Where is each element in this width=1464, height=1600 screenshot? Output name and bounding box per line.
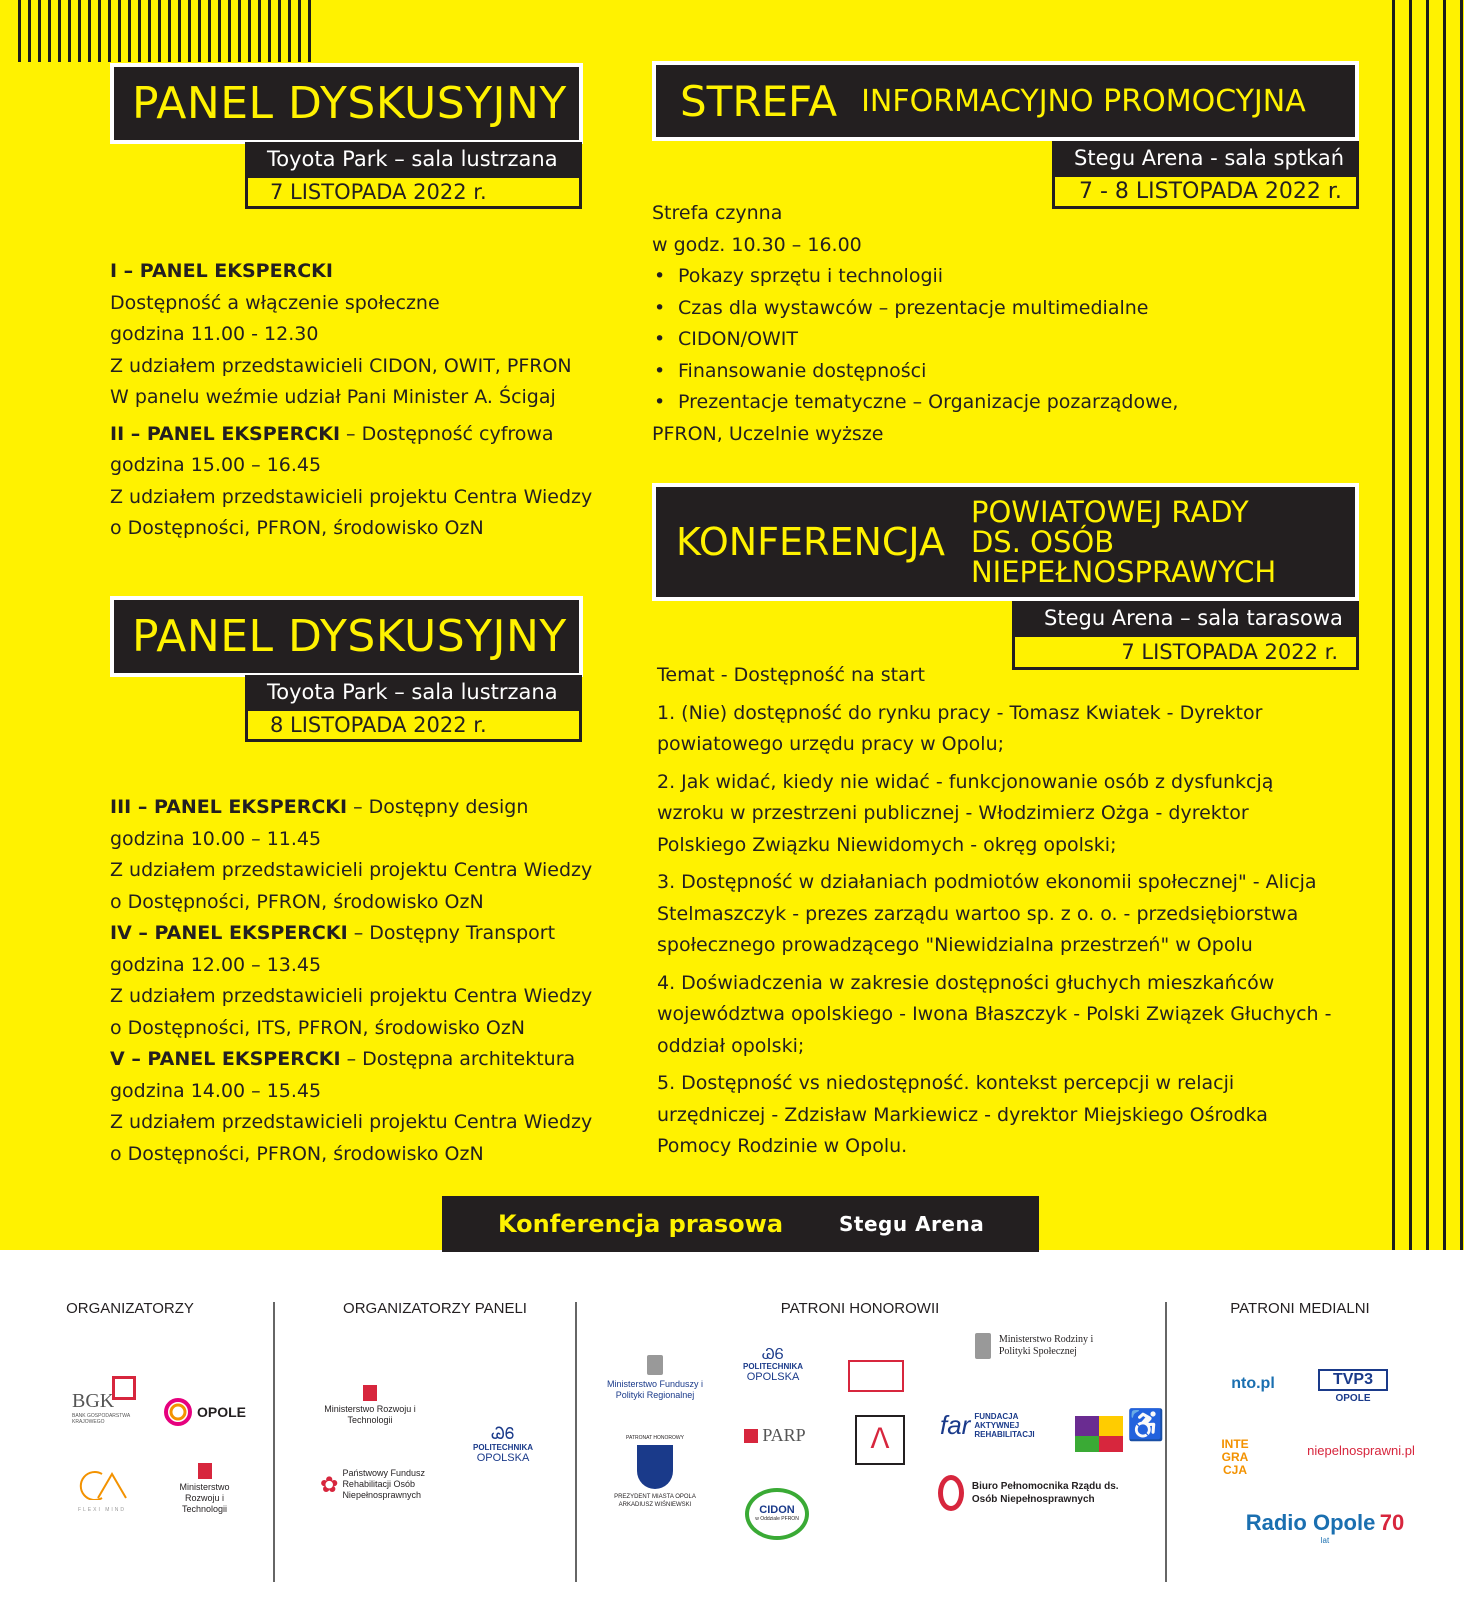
top-left-stripes [18,0,311,62]
strefa-subtitle: INFORMACYJNO PROMOCYJNA [861,83,1306,119]
footer-organizatorzy-paneli: ORGANIZATORZY PANELI [343,1300,527,1317]
konf-topic: Temat - Dostępność na start [657,664,925,686]
honorary-logo-figure [855,1415,905,1465]
footer-patroni-honorowi: PATRONI HONOROWII [780,1300,940,1317]
eagle-icon [975,1333,991,1359]
strefa-line: w godz. 10.30 – 16.00 [652,233,862,256]
niepelnosprawni-logo: niepelnosprawni.pl [1307,1443,1415,1458]
flexi-mind-icon [74,1470,130,1500]
mrit-logo-2: Ministerstwo Rozwoju i Technologii [320,1385,420,1426]
konf-venue: Stegu Arena – sala tarasowa [1012,601,1359,634]
panel1-heading-1: I – PANEL EKSPERCKI [110,260,333,282]
eagle-icon [363,1385,377,1401]
strefa-line: Strefa czynna [652,202,783,224]
far-icon: far [940,1410,971,1440]
strefa-title-box [652,61,1359,141]
politechnika-opolska-logo-1: ᏊᏮ POLITECHNIKA OPOLSKA [468,1427,538,1464]
puzzle-wheelchair-logo [1075,1408,1165,1452]
panel1-line: godzina 15.00 – 16.45 [110,454,322,476]
footer-divider [575,1302,577,1582]
konf-date: 7 LISTOPADA 2022 r. [1012,634,1359,670]
far-logo: far FUNDACJA AKTYWNEJ REHABILITACJI [940,1410,1035,1440]
biuro-pelnomocnika-logo: Biuro Pełnomocnika Rządu ds. Osób Niepełnosprawnych [938,1475,1138,1511]
pfron-logo: ✿ Państwowy Fundusz Rehabilitacji Osób Niepełnosprawnych [320,1468,425,1500]
konf-item-2: 2. Jak widać, kiedy nie widać - funkcjonowanie osób z dysfunkcją wzroku w przestrzeni publicznej - Włodzimierz Ożga - dyrektor Polskiego Związku Niewidomych - okręg opolski; [657,770,1274,856]
panel2-heading-5: V – PANEL EKSPERCKI – Dostępna architektura [110,1048,576,1070]
flexi-mind-logo: FLEXI MIND [72,1470,132,1516]
panel1-date: 7 LISTOPADA 2022 r. [245,175,582,209]
press-conference-bar [442,1196,1039,1252]
strefa-details [652,198,1272,450]
konf-title: KONFERENCJA [676,520,945,564]
panel2-venue: Toyota Park – sala lustrzana [245,675,582,708]
nto-logo: nto.pl [1231,1375,1275,1392]
integracja-logo: INTE GRA CJA [1221,1437,1249,1477]
eagle-icon [198,1463,212,1479]
politechnika-opolska-logo-2: ᏊᏮ POLITECHNIKA OPOLSKA [738,1347,808,1383]
konf-item-4: 4. Doświadczenia w zakresie dostępności głuchych mieszkańców województwa opolskiego - Iwona Błaszczyk - Polski Związek Głuchych - oddział opolski; [657,971,1332,1057]
tulip-icon: ✿ [320,1471,339,1497]
strefa-bullet: • Pokazy sprzętu i technologii [652,261,1272,293]
panel2-title: PANEL DYSKUSYJNY [110,596,583,677]
footer-divider [273,1302,275,1582]
strefa-bullet: • CIDON/OWIT [652,324,1272,356]
panel1-line: W panelu weźmie udział Pani Minister A. Ścigaj [110,386,556,408]
strefa-title: STREFA [680,76,838,126]
parp-icon [744,1429,758,1443]
mrit-logo-1: Ministerstwo Rozwoju i Technologii [162,1463,247,1515]
right-vertical-stripes [1392,0,1463,1250]
po-icon: ᏊᏮ [762,1346,784,1363]
panel1-line: Z udziałem przedstawicieli projektu Centra Wiedzy [110,485,593,508]
konf-item-3: 3. Dostępność w działaniach podmiotów ekonomii społecznej" - Alicja Stelmaszczyk - prezes zarządu wartoo sp. z o. o. - przedsiębiorstwa społecznego prowadzącego "Niewidzialna przestrzeń" w Opolu [657,871,1317,956]
panel2-line: Z udziałem przedstawicieli projektu Centra Wiedzy [110,1111,593,1133]
panel2-line: o Dostępności, PFRON, środowisko OzN [110,1142,484,1165]
strefa-line: PFRON, Uczelnie wyższe [652,422,884,445]
footer-organizatorzy: ORGANIZATORZY [66,1300,194,1317]
panel1-line: o Dostępności, PFRON, środowisko OzN [110,517,484,539]
konf-details [657,660,1332,1169]
mfipr-logo: Ministerstwo Funduszy i Polityki Regionalnej [605,1355,705,1401]
konf-subtitle: POWIATOWEJ RADY DS. OSÓB NIEPEŁNOSPRAWYCH [970,495,1277,589]
footer-patroni-medialni: PATRONI MEDIALNI [1230,1300,1370,1317]
wheelchair-icon: ♿ [1127,1409,1165,1442]
panel1-line: Dostępność a włączenie społeczne [110,291,440,314]
panel1-line: Z udziałem przedstawicieli CIDON, OWIT, PFRON [110,354,572,377]
strefa-date: 7 - 8 LISTOPADA 2022 r. [1052,174,1359,209]
panel2-heading-4: IV – PANEL EKSPERCKI – Dostępny Transport [110,922,556,944]
konf-item-1: 1. (Nie) dostępność do rynku pracy - Tomasz Kwiatek - Dyrektor powiatowego urzędu pracy w Opolu; [657,701,1263,755]
opole-rainbow-icon [163,1397,193,1427]
strefa-bullet: • Czas dla wystawców – prezentacje multimedialne [652,293,1272,325]
panel2-heading-3: III – PANEL EKSPERCKI – Dostępny design [110,796,529,818]
panel2-line: godzina 12.00 – 13.45 [110,953,322,976]
footer-divider [1165,1302,1167,1582]
konf-item-5: 5. Dostępność vs niedostępność. kontekst percepcji w relacji urzędniczej - Zdzisław Markiewicz - dyrektor Miejskiego Ośrodka Pomocy Rodzinie w Opolu. [657,1072,1268,1157]
panel2-line: Z udziałem przedstawicieli projektu Centra Wiedzy [110,859,593,881]
strefa-bullet: • Prezentacje tematyczne – Organizacje pozarządowe, [652,387,1272,419]
panel1-details [110,256,620,545]
panel1-line: godzina 11.00 - 12.30 [110,323,319,345]
cidon-logo: CIDON w Oddziale PFRON [745,1488,809,1540]
panel2-date: 8 LISTOPADA 2022 r. [245,708,582,742]
panel1-venue: Toyota Park – sala lustrzana [245,142,582,175]
eagle-icon [647,1355,663,1375]
konf-title-box [652,483,1359,601]
tvp3-logo: TVP3 OPOLE [1318,1369,1388,1404]
panel2-details [110,792,630,1170]
parp-logo: PARP [730,1425,820,1446]
panel1-heading-2: II – PANEL EKSPERCKI – Dostępność cyfrowa [110,422,554,445]
panel2-line: godzina 10.00 – 11.45 [110,827,322,850]
panel2-line: o Dostępności, ITS, PFRON, środowisko OzN [110,1016,526,1039]
figure-icon: ᐱ [870,1423,890,1454]
press-label: Konferencja prasowa [498,1210,784,1238]
bgk-logo: BGK BANK GOSPODARSTWA KRAJOWEGO [72,1390,152,1425]
panel1-title: PANEL DYSKUSYJNY [110,63,583,144]
prezydent-opola-logo: PATRONAT HONOROWY PREZYDENT MIASTA OPOLA ARKADIUSZ WIŚNIEWSKI [614,1435,696,1508]
strefa-bullets [652,261,1272,419]
strefa-bullet: • Finansowanie dostępności [652,356,1272,388]
honorary-logo-red [848,1360,904,1392]
opole-logo: OPOLE [163,1397,248,1427]
panel2-line: Z udziałem przedstawicieli projektu Centra Wiedzy [110,985,593,1007]
press-venue: Stegu Arena [839,1212,985,1236]
radio-opole-logo: Radio Opole 70 lat [1245,1510,1405,1545]
mrips-logo: Ministerstwo Rodziny i Polityki Społecznej [975,1333,1125,1359]
opole-coat-of-arms-icon [637,1445,673,1489]
panel2-line: o Dostępności, PFRON, środowisko OzN [110,890,484,913]
panel2-line: godzina 14.00 – 15.45 [110,1079,322,1102]
strefa-venue: Stegu Arena - sala sptkań [1052,141,1359,174]
biuro-icon [938,1475,964,1511]
po-icon: ᏊᏮ [491,1426,515,1443]
